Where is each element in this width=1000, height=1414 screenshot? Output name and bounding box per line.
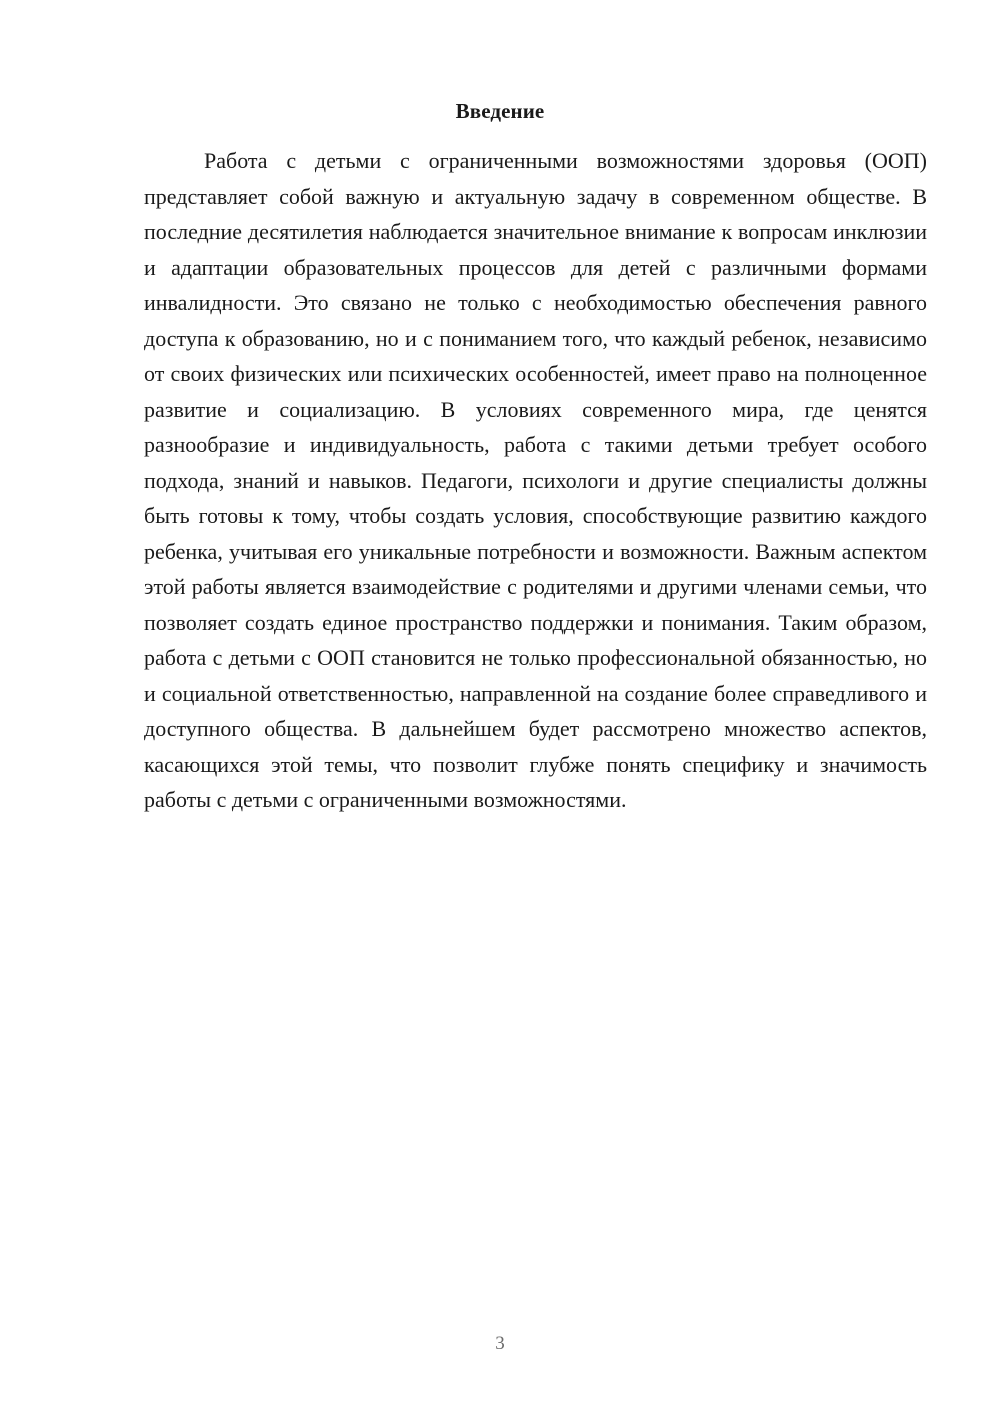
page-number: 3 xyxy=(495,1333,505,1354)
introduction-paragraph: Работа с детьми с ограниченными возможностями здоровья (ООП) представляет собой важную и актуальную задачу в современном обществе. В последние десятилетия наблюдается значительное внимание к вопросам инклюзии и адаптации образовательных процессов для детей с различными формами инвалидности. Это связано не только с необходимостью обеспечения равного доступа к образованию, но и с пониманием того, что каждый ребенок, независимо от своих физических или психических особенностей, имеет право на полноценное развитие и социализацию. В условиях современного мира, где ценятся разнообразие и индивидуальность, работа с такими детьми требует особого подхода, знаний и навыков. Педагоги, психологи и другие специалисты должны быть готовы к тому, чтобы создать условия, способствующие развитию каждого ребенка, учитывая его уникальные потребности и возможности. Важным аспектом этой работы является взаимодействие с родителями и другими членами семьи, что позволяет создать единое пространство поддержки и понимания. Таким образом, работа с детьми с ООП становится не только профессиональной обязанностью, но и социальной ответственностью, направленной на создание более справедливого и доступного общества. В дальнейшем будет рассмотрено множество аспектов, касающихся этой темы, что позволит глубже понять специфику и значимость работы с детьми с ограниченными возможностями. xyxy=(144,148,927,812)
section-heading: Введение xyxy=(455,99,545,123)
